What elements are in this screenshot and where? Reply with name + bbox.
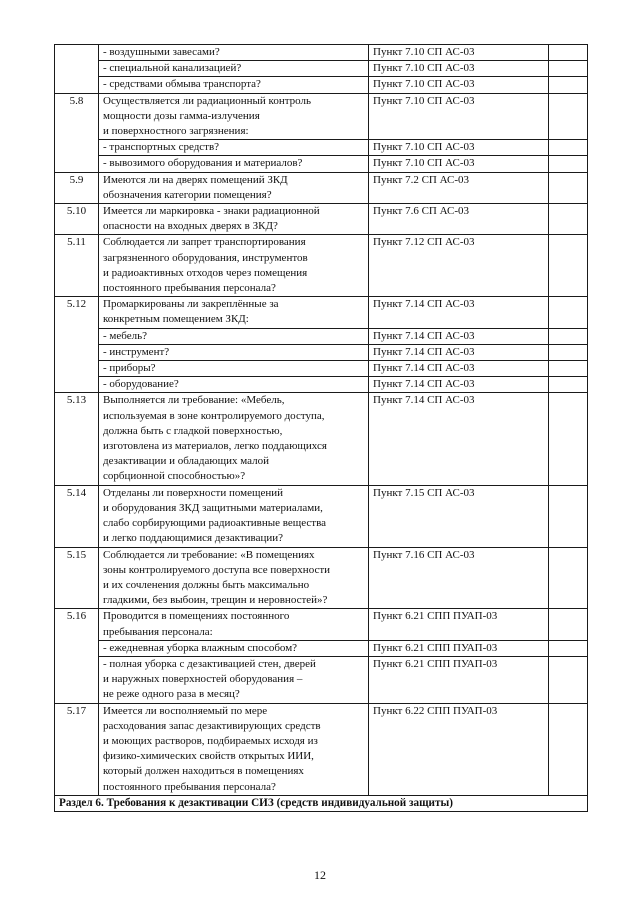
question-cell	[99, 45, 369, 61]
question-line: - воздушными завесами?	[103, 46, 220, 58]
table-row	[55, 77, 588, 93]
question-cell	[99, 140, 369, 156]
answer-cell[interactable]	[549, 235, 588, 297]
reference-cell: Пункт 7.15 СП АС-03	[369, 485, 549, 547]
answer-cell[interactable]	[549, 656, 588, 703]
reference-cell: Пункт 7.14 СП АС-03	[369, 377, 549, 393]
question-cell	[99, 703, 369, 795]
answer-cell[interactable]	[549, 328, 588, 344]
table-row	[55, 61, 588, 77]
table-row	[55, 656, 588, 703]
table-row	[55, 45, 588, 61]
answer-cell[interactable]	[549, 156, 588, 172]
page-number: 12	[314, 868, 326, 882]
question-line: Имеется ли маркировка - знаки радиационной	[103, 205, 320, 218]
answer-cell[interactable]	[549, 609, 588, 640]
table-row	[55, 393, 588, 485]
question-line: - мебель?	[103, 329, 147, 342]
question-line: должна быть с гладкой поверхностью,	[103, 424, 283, 437]
question-line: физико-химических свойств открытых ИИИ,	[103, 750, 314, 763]
question-line: и легко поддающимися дезактивации?	[103, 532, 284, 545]
reference-cell: Пункт 6.21 СПП ПУАП-03	[369, 656, 549, 703]
question-line: Осуществляется ли радиационный контроль	[103, 94, 312, 107]
table-row	[55, 235, 588, 297]
item-number: 5.13	[55, 393, 99, 485]
question-line: мощности дозы гамма-излучения	[103, 109, 260, 122]
question-line: Имеется ли восполняемый по мере	[103, 704, 268, 717]
answer-cell[interactable]	[549, 703, 588, 795]
section-title: Раздел 6. Требования к дезактивации СИЗ (средств индивидуальной защиты)	[55, 795, 588, 811]
item-number: 5.17	[55, 703, 99, 795]
reference-cell: Пункт 7.6 СП АС-03	[369, 204, 549, 235]
question-cell	[99, 640, 369, 656]
question-line: и их сочленения должны быть максимально	[103, 578, 310, 591]
section-row	[55, 795, 588, 811]
reference-cell: Пункт 7.10 СП АС-03	[369, 61, 549, 77]
table-row	[55, 609, 588, 640]
question-cell	[99, 656, 369, 703]
question-line: обозначения категории помещения?	[103, 188, 272, 201]
question-cell	[99, 93, 369, 140]
answer-cell[interactable]	[549, 61, 588, 77]
table-row	[55, 140, 588, 156]
question-line: Промаркированы ли закреплённые за	[103, 298, 279, 311]
question-line: постоянного пребывания персонала?	[103, 282, 276, 295]
answer-cell[interactable]	[549, 45, 588, 61]
answer-cell[interactable]	[549, 393, 588, 485]
item-number: 5.14	[55, 485, 99, 547]
answer-cell[interactable]	[549, 93, 588, 140]
reference-cell: Пункт 7.10 СП АС-03	[369, 156, 549, 172]
reference-cell: Пункт 7.10 СП АС-03	[369, 77, 549, 93]
question-line: дезактивации и обладающих малой	[103, 455, 269, 468]
table-row	[55, 361, 588, 377]
question-cell	[99, 609, 369, 640]
reference-cell: Пункт 7.16 СП АС-03	[369, 547, 549, 609]
question-line: слабо сорбирующими радиоактивные вещества	[103, 517, 326, 530]
table-row	[55, 547, 588, 609]
question-line: используемая в зоне контролируемого доступа,	[103, 409, 325, 422]
answer-cell[interactable]	[549, 297, 588, 328]
question-line: Имеются ли на дверях помещений ЗКД	[103, 173, 288, 186]
table-row	[55, 703, 588, 795]
question-line: и оборудования ЗКД защитными материалами,	[103, 501, 323, 514]
question-line: - специальной канализацией?	[103, 62, 242, 75]
question-line: - оборудование?	[103, 378, 179, 391]
question-line: Соблюдается ли требование: «В помещениях	[103, 548, 315, 561]
question-cell	[99, 204, 369, 235]
question-cell	[99, 361, 369, 377]
checklist-body	[55, 45, 588, 796]
question-line: и радиоактивных отходов через помещения	[103, 266, 308, 279]
reference-cell: Пункт 6.21 СПП ПУАП-03	[369, 640, 549, 656]
table-row	[55, 297, 588, 328]
reference-cell: Пункт 7.10 СП АС-03	[369, 140, 549, 156]
table-row	[55, 640, 588, 656]
reference-cell: Пункт 7.10 СП АС-03	[369, 93, 549, 140]
question-line: постоянного пребывания персонала?	[103, 780, 276, 793]
question-line: изготовлена из материалов, легко поддающихся	[103, 440, 327, 453]
question-cell	[99, 344, 369, 360]
question-line: и наружных поверхностей оборудования –	[103, 673, 303, 686]
reference-cell: Пункт 7.2 СП АС-03	[369, 172, 549, 203]
item-number: 5.11	[55, 235, 99, 297]
question-line: который должен находиться в помещениях	[103, 765, 304, 778]
item-number	[55, 45, 99, 94]
reference-cell: Пункт 7.10 СП АС-03	[369, 45, 549, 61]
question-cell	[99, 328, 369, 344]
question-line: Соблюдается ли запрет транспортирования	[103, 236, 306, 249]
answer-cell[interactable]	[549, 361, 588, 377]
table-row	[55, 172, 588, 203]
answer-cell[interactable]	[549, 77, 588, 93]
question-line: - вывозимого оборудования и материалов?	[103, 157, 303, 170]
question-cell	[99, 77, 369, 93]
question-line: - приборы?	[103, 362, 156, 375]
question-line: гладкими, без выбоин, трещин и неровностей»?	[103, 594, 328, 607]
table-row	[55, 93, 588, 140]
table-row	[55, 204, 588, 235]
question-line: загрязненного оборудования, инструментов	[103, 251, 308, 264]
answer-cell[interactable]	[549, 485, 588, 547]
answer-cell[interactable]	[549, 344, 588, 360]
question-line: - ежедневная уборка влажным способом?	[103, 641, 298, 654]
question-line: Отделаны ли поверхности помещений	[103, 486, 284, 499]
reference-cell: Пункт 7.12 СП АС-03	[369, 235, 549, 297]
table-row	[55, 344, 588, 360]
reference-cell: Пункт 7.14 СП АС-03	[369, 297, 549, 328]
question-line: конкретным помещением ЗКД:	[103, 313, 249, 326]
answer-cell[interactable]	[549, 377, 588, 393]
item-number: 5.12	[55, 297, 99, 393]
question-line: - транспортных средств?	[103, 141, 220, 154]
question-cell	[99, 156, 369, 172]
reference-cell: Пункт 7.14 СП АС-03	[369, 328, 549, 344]
item-number: 5.16	[55, 609, 99, 703]
reference-cell: Пункт 6.21 СПП ПУАП-03	[369, 609, 549, 640]
question-line: зоны контролируемого доступа все поверхности	[103, 563, 331, 576]
answer-cell[interactable]	[549, 640, 588, 656]
item-number: 5.8	[55, 93, 99, 172]
question-line: расходования запас дезактивирующих средств	[103, 719, 321, 732]
question-cell	[99, 485, 369, 547]
answer-cell[interactable]	[549, 140, 588, 156]
question-line: Проводится в помещениях постоянного	[103, 610, 290, 623]
reference-cell: Пункт 6.22 СПП ПУАП-03	[369, 703, 549, 795]
reference-cell: Пункт 7.14 СП АС-03	[369, 344, 549, 360]
question-line: опасности на входных дверях в ЗКД?	[103, 220, 278, 233]
question-line: сорбционной способностью»?	[103, 470, 246, 483]
question-line: Выполняется ли требование: «Мебель,	[103, 394, 285, 407]
question-cell	[99, 393, 369, 485]
question-cell	[99, 61, 369, 77]
question-cell	[99, 377, 369, 393]
table-row	[55, 328, 588, 344]
table-row	[55, 156, 588, 172]
table-row	[55, 485, 588, 547]
table-row	[55, 377, 588, 393]
question-cell	[99, 547, 369, 609]
question-line: не реже одного раза в месяц?	[103, 688, 240, 701]
item-number: 5.10	[55, 204, 99, 235]
question-line: - полная уборка с дезактивацией стен, дверей	[103, 657, 316, 670]
answer-cell[interactable]	[549, 172, 588, 203]
question-line: - средствами обмыва транспорта?	[103, 78, 261, 91]
checklist-table	[54, 44, 588, 812]
question-cell	[99, 235, 369, 297]
question-line: и поверхностного загрязнения:	[103, 125, 249, 138]
question-cell	[99, 172, 369, 203]
item-number: 5.9	[55, 172, 99, 203]
question-line: и моющих растворов, подбираемых исходя из	[103, 734, 318, 747]
reference-cell: Пункт 7.14 СП АС-03	[369, 393, 549, 485]
question-line: - инструмент?	[103, 345, 170, 358]
answer-cell[interactable]	[549, 547, 588, 609]
item-number: 5.15	[55, 547, 99, 609]
reference-cell: Пункт 7.14 СП АС-03	[369, 361, 549, 377]
question-cell	[99, 297, 369, 328]
question-line: пребывания персонала:	[103, 625, 213, 638]
answer-cell[interactable]	[549, 204, 588, 235]
